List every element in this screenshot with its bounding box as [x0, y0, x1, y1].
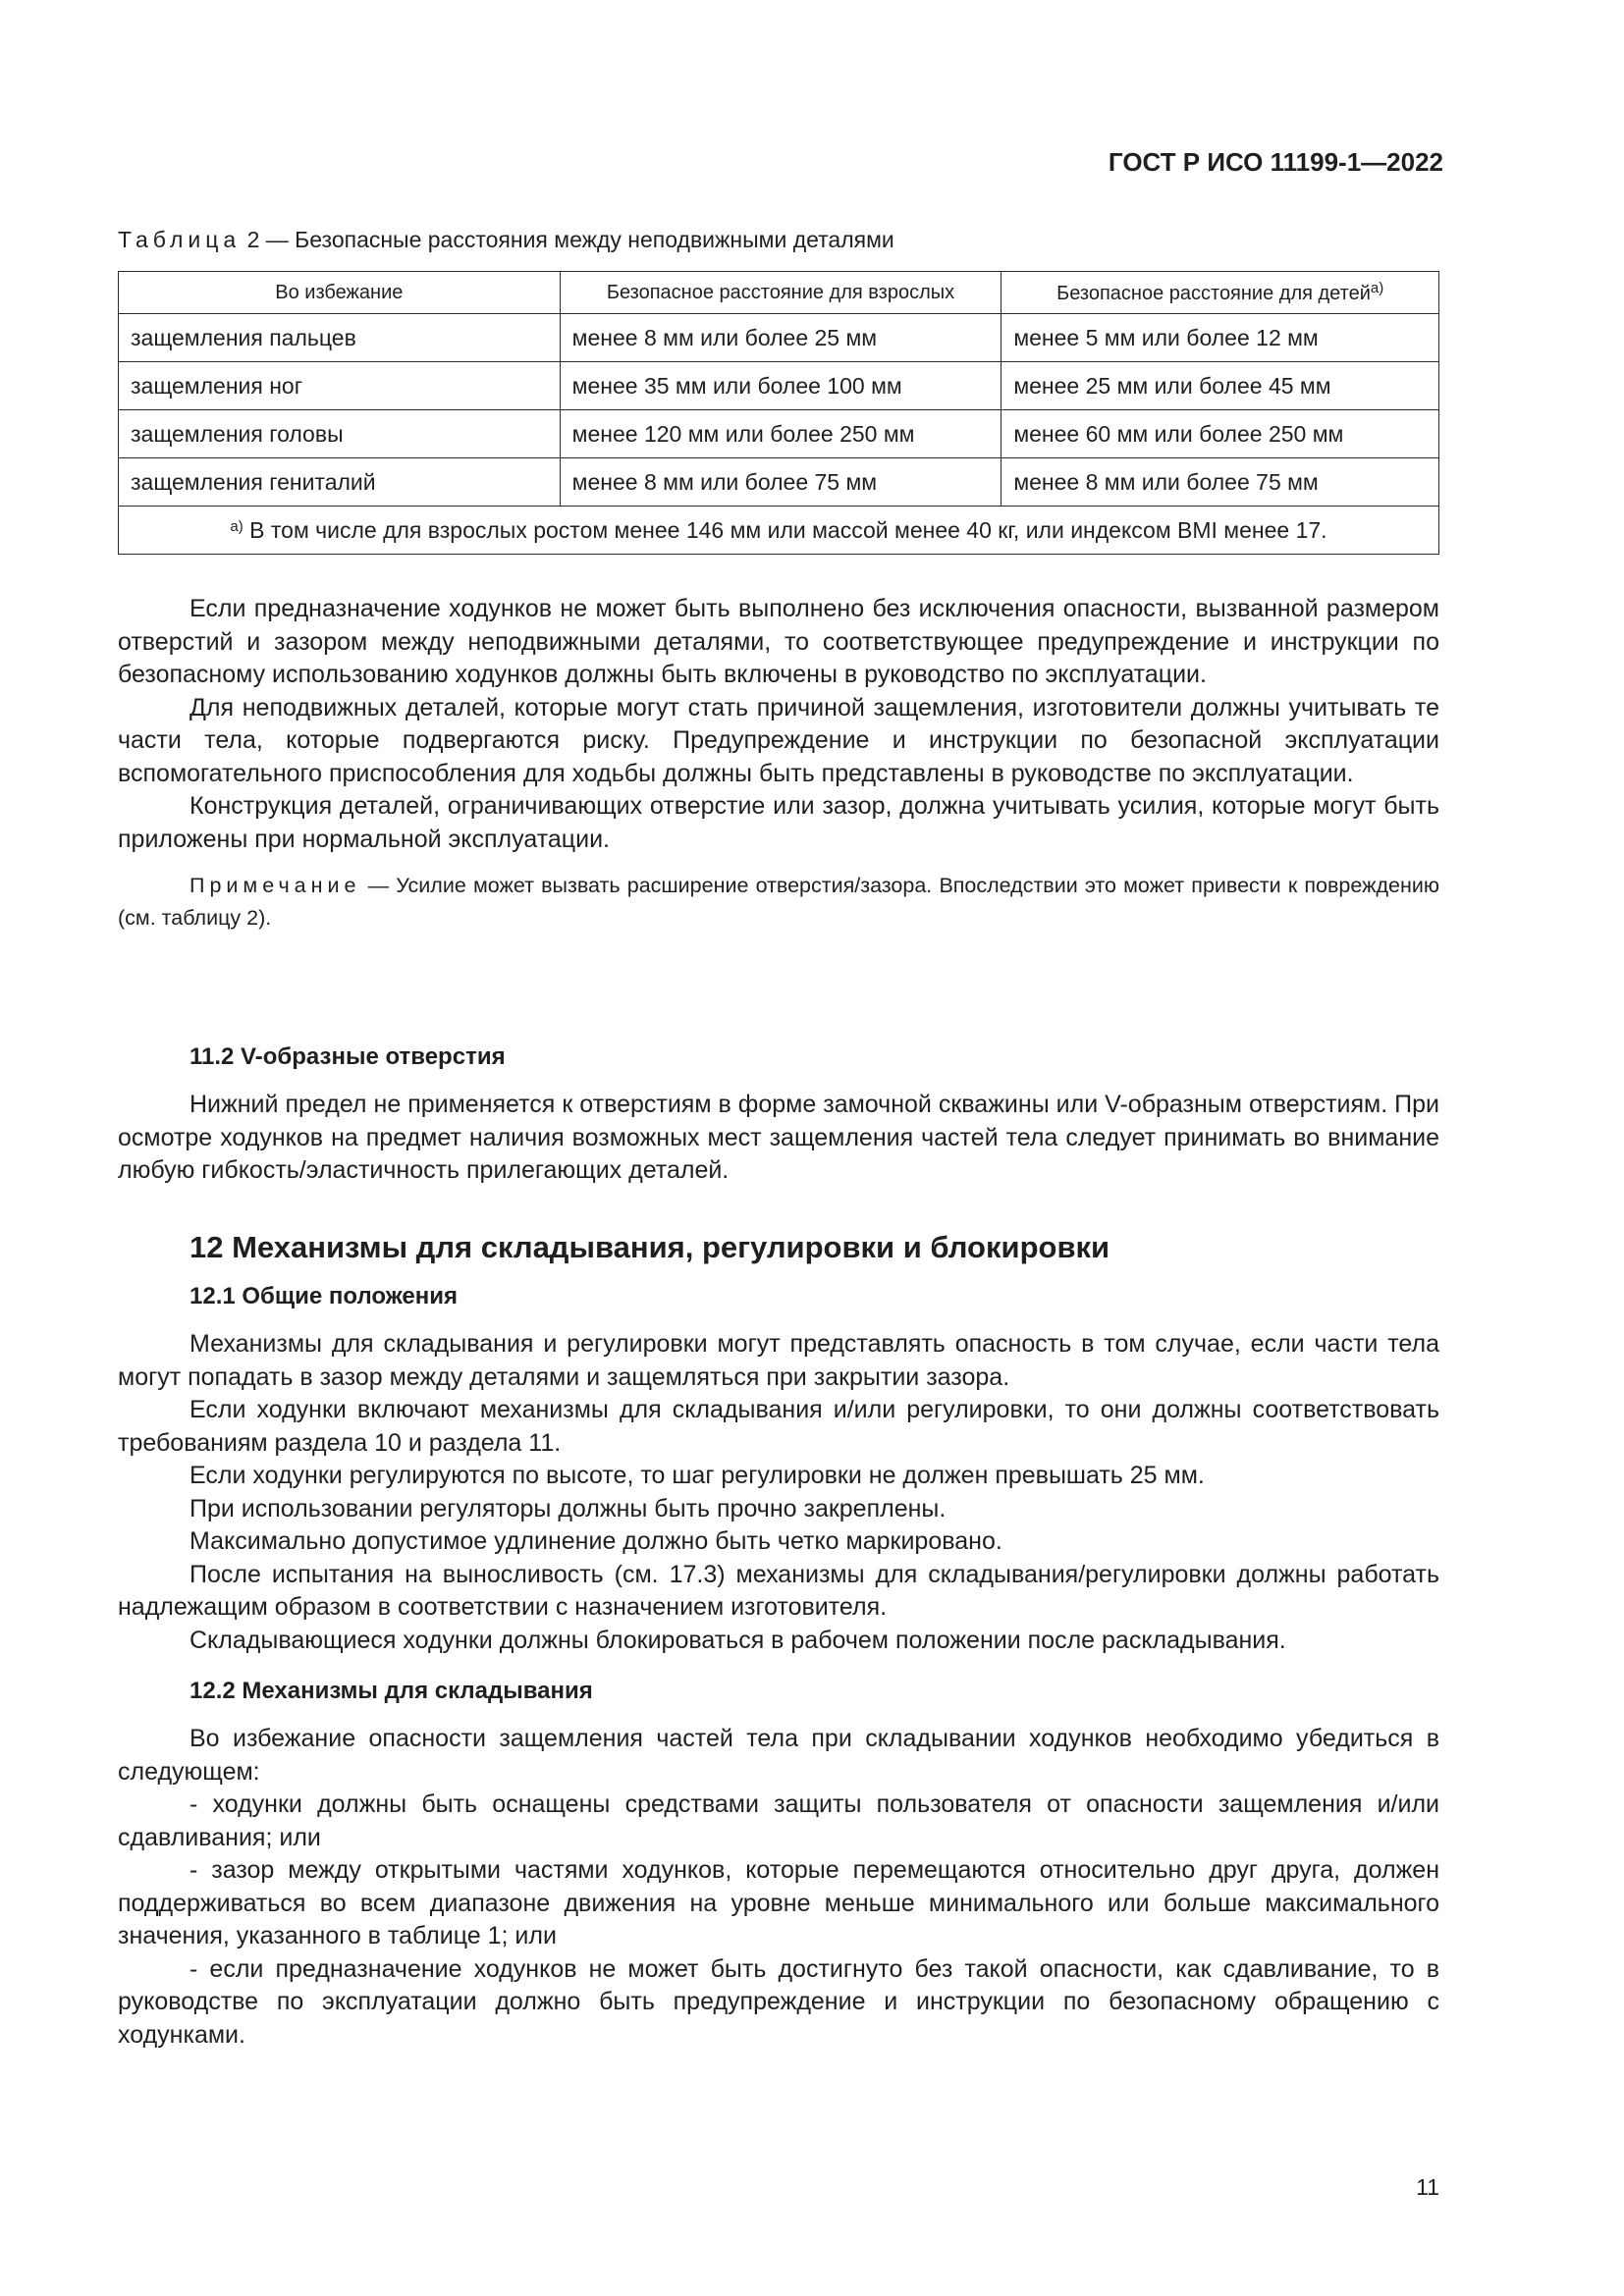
- table-footnote-row: [119, 507, 1439, 555]
- table-cell: менее 8 мм или более 75 мм: [560, 458, 1001, 507]
- table-row: [119, 362, 1439, 410]
- section-heading: 12.1 Общие положения: [189, 1283, 459, 1309]
- paragraph: Складывающиеся ходунки должны блокироваться в рабочем положении после раскладывания.: [189, 1626, 1286, 1654]
- table-header-row: [119, 272, 1439, 314]
- table-cell: менее 5 мм или более 12 мм: [1001, 314, 1439, 362]
- table-cell: менее 35 мм или более 100 мм: [560, 362, 1001, 410]
- table-cell: защемления ног: [119, 362, 561, 410]
- table-cell: защемления гениталий: [119, 458, 561, 507]
- document-code: ГОСТ Р ИСО 11199-1—2022: [1108, 147, 1443, 177]
- table-row: [119, 314, 1439, 362]
- paragraph: Максимально допустимое удлинение должно быть четко маркировано.: [189, 1527, 1002, 1555]
- paragraph: Механизмы для складывания и регулировки могут представлять опасность в том случае, если части тела могут попадать в зазор между деталями и защемляться при закрытии зазора.: [118, 1330, 1439, 1391]
- section-heading: 11.2 V-образные отверстия: [189, 1043, 506, 1070]
- paragraph: Если предназначение ходунков не может быть выполнено без исключения опасности, вызванной размером отверстий и зазором между неподвижными деталями, то соответствующее предупреждение и инструкции по безопасному использованию ходунков должны быть включены в руководство по эксплуатации.: [118, 595, 1439, 688]
- table-header-text: Безопасное расстояние для детей: [1056, 283, 1371, 304]
- page-number: 11: [1416, 2174, 1439, 2200]
- table-cell: менее 8 мм или более 75 мм: [1001, 458, 1439, 507]
- section-12: [118, 1229, 1439, 2052]
- list-item: - ходунки должны быть оснащены средствами защиты пользователя от опасности защемления и/или сдавливания; или: [118, 1790, 1439, 1851]
- table-header-cell: Безопасное расстояние для взрослых: [560, 272, 1001, 314]
- note-paragraph: [118, 870, 1439, 934]
- paragraph: Если ходунки регулируются по высоте, то шаг регулировки не должен превышать 25 мм.: [189, 1462, 1205, 1489]
- table-cell: менее 25 мм или более 45 мм: [1001, 362, 1439, 410]
- table-cell: защемления головы: [119, 410, 561, 458]
- table-cell: менее 8 мм или более 25 мм: [560, 314, 1001, 362]
- paragraph: После испытания на выносливость (см. 17.3) механизмы для складывания/регулировки должны работать надлежащим образом в соответствии с назначением изготовителя.: [118, 1560, 1439, 1621]
- table-header-cell: [1001, 272, 1439, 314]
- list-item: - если предназначение ходунков не может быть достигнуто без такой опасности, как сдавливание, то в руководстве по эксплуатации должно быть предупреждение и инструкции по безопасному обращению с ходунками.: [118, 1954, 1439, 2049]
- table-cell: менее 120 мм или более 250 мм: [560, 410, 1001, 458]
- safe-distances-table: [118, 271, 1439, 555]
- note-label: Примечание: [189, 874, 361, 897]
- table-row: [119, 458, 1439, 507]
- section-heading: 12.2 Механизмы для складывания: [189, 1678, 593, 1704]
- table-row: [119, 410, 1439, 458]
- table-cell: защемления пальцев: [119, 314, 561, 362]
- paragraph: Во избежание опасности защемления частей тела при складывании ходунков необходимо убедиться в следующем:: [118, 1725, 1439, 1786]
- list-item: - зазор между открытыми частями ходунков, которые перемещаются относительно друг друга, должен поддерживаться во всем диапазоне движения на уровне меньше минимального или больше максимального значения, указанного в таблице 1; или: [118, 1856, 1439, 1949]
- table-footnote: [119, 507, 1439, 555]
- paragraph: Для неподвижных деталей, которые могут стать причиной защемления, изготовители должны учитывать те части тела, которые подвергаются риску. Предупреждение и инструкции по безопасной эксплуатации вспомогательного приспособления для ходьбы должны быть представлены в руководстве по эксплуатации.: [118, 693, 1439, 787]
- table-caption-label: Таблица: [118, 227, 242, 252]
- chapter-heading: 12 Механизмы для складывания, регулировки и блокировки: [189, 1230, 1110, 1264]
- section-11-1-text: [118, 593, 1439, 934]
- paragraph: Если ходунки включают механизмы для складывания и/или регулировки, то они должны соответствовать требованиям раздела 10 и раздела 11.: [118, 1396, 1439, 1457]
- paragraph: Нижний предел не применяется к отверстиям в форме замочной скважины или V-образным отверстиям. При осмотре ходунков на предмет наличия возможных мест защемления частей тела следует принимать во внимание любую гибкость/эластичность прилегающих деталей.: [118, 1091, 1439, 1184]
- section-11-2: [118, 1042, 1439, 1188]
- paragraph: Конструкция деталей, ограничивающих отверстие или зазор, должна учитывать усилия, которые могут быть приложены при нормальной эксплуатации.: [118, 792, 1439, 853]
- table-caption: [118, 227, 894, 253]
- footnote-ref: а): [1370, 280, 1384, 296]
- note-text: — Усилие может вызвать расширение отверстия/зазора. Впоследствии это может привести к повреждению (см. таблицу 2).: [118, 874, 1439, 930]
- table-caption-text: 2 — Безопасные расстояния между неподвижными деталями: [246, 227, 894, 252]
- table-cell: менее 60 мм или более 250 мм: [1001, 410, 1439, 458]
- table-header-cell: Во избежание: [119, 272, 561, 314]
- footnote-text: В том числе для взрослых ростом менее 146 мм или массой менее 40 кг, или индексом BMI менее 17.: [249, 516, 1327, 543]
- paragraph: При использовании регуляторы должны быть прочно закреплены.: [189, 1494, 947, 1522]
- footnote-mark: а): [230, 517, 244, 535]
